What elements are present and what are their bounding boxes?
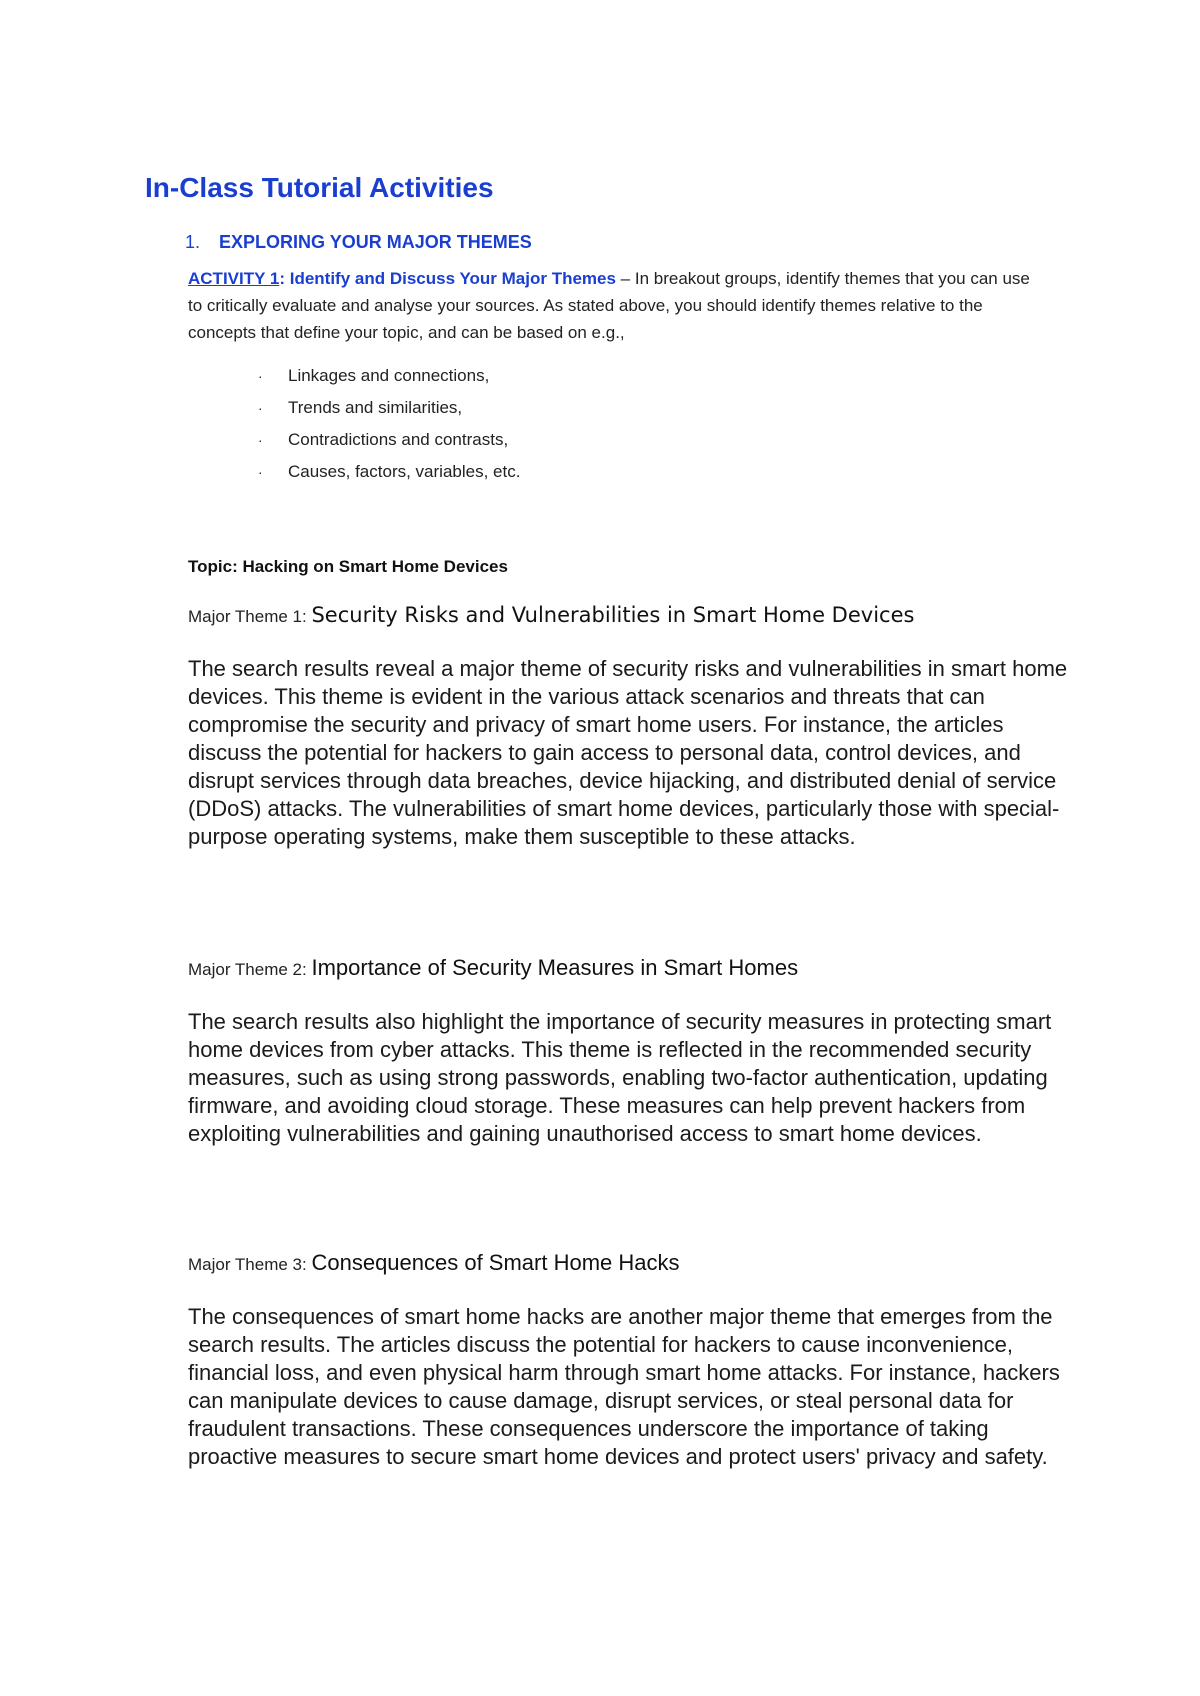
major-theme-3-paragraph: The consequences of smart home hacks are another major theme that emerges from the search results. The articles discuss the potential for hackers to cause inconvenience, financial loss, and even physical harm through smart home attacks. For instance, hackers can manipulate devices to cause damage, disrupt services, or steal personal data for fraudulent transactions. These consequences underscore the importance of taking proactive measures to secure smart home devices and protect users' privacy and safety. bbox=[188, 1304, 1060, 1469]
theme-label: Major Theme 1: bbox=[188, 607, 312, 626]
activity-text: – In breakout groups, identify themes that you can use to critically evaluate and analyse your sources. As stated above, you should identify themes relative to the concepts that define your topic, and can be based on e.g., bbox=[188, 269, 1030, 342]
activity-title: Identify and Discuss Your Major Themes bbox=[285, 269, 616, 288]
theme-label: Major Theme 2: bbox=[188, 960, 312, 979]
major-theme-2-heading bbox=[188, 953, 798, 985]
list-item-text: Linkages and connections, bbox=[288, 366, 490, 385]
list-item-text: Contradictions and contrasts, bbox=[288, 430, 509, 449]
list-item-text: Trends and similarities, bbox=[288, 398, 463, 417]
activity-label: ACTIVITY 1 bbox=[188, 269, 280, 288]
bullet-dot: · bbox=[258, 400, 263, 416]
theme-title: Importance of Security Measures in Smart Homes bbox=[311, 955, 799, 980]
list-item bbox=[258, 456, 520, 488]
theme-title: Consequences of Smart Home Hacks bbox=[311, 1250, 680, 1275]
list-item bbox=[258, 360, 520, 392]
section-heading-text: EXPLORING YOUR MAJOR THEMES bbox=[219, 232, 532, 252]
section-heading bbox=[185, 230, 532, 254]
bullet-dot: · bbox=[258, 368, 263, 384]
major-theme-1-heading bbox=[188, 600, 914, 632]
major-theme-1-paragraph: The search results reveal a major theme of security risks and vulnerabilities in smart home devices. This theme is evident in the various attack scenarios and threats that can compromise the security and privacy of smart home users. For instance, the articles discuss the potential for hackers to gain access to personal data, control devices, and disrupt services through data breaches, device hijacking, and distributed denial of service (DDoS) attacks. The vulnerabilities of smart home devices, particularly those with special-purpose operating systems, make them susceptible to these attacks. bbox=[188, 656, 1068, 849]
bullet-dot: · bbox=[258, 432, 263, 448]
major-theme-2-paragraph: The search results also highlight the importance of security measures in protecting smart home devices from cyber attacks. This theme is reflected in the recommended security measures, such as using strong passwords, enabling two-factor authentication, updating firmware, and avoiding cloud storage. These measures can help prevent hackers from exploiting vulnerabilities and gaining unauthorised access to smart home devices. bbox=[188, 1009, 1052, 1146]
major-theme-3-heading bbox=[188, 1248, 680, 1280]
bullet-list bbox=[258, 360, 520, 488]
activity-colon: : bbox=[279, 269, 285, 288]
list-item bbox=[258, 424, 520, 456]
topic-line: Topic: Hacking on Smart Home Devices bbox=[188, 557, 508, 576]
list-item-text: Causes, factors, variables, etc. bbox=[288, 462, 521, 481]
section-number: 1. bbox=[185, 232, 201, 252]
document-title: In-Class Tutorial Activities bbox=[145, 172, 494, 203]
theme-label: Major Theme 3: bbox=[188, 1255, 312, 1274]
activity-paragraph bbox=[188, 265, 1048, 346]
theme-title: Security Risks and Vulnerabilities in Smart Home Devices bbox=[311, 603, 915, 627]
list-item bbox=[258, 392, 520, 424]
bullet-dot: · bbox=[258, 464, 263, 480]
